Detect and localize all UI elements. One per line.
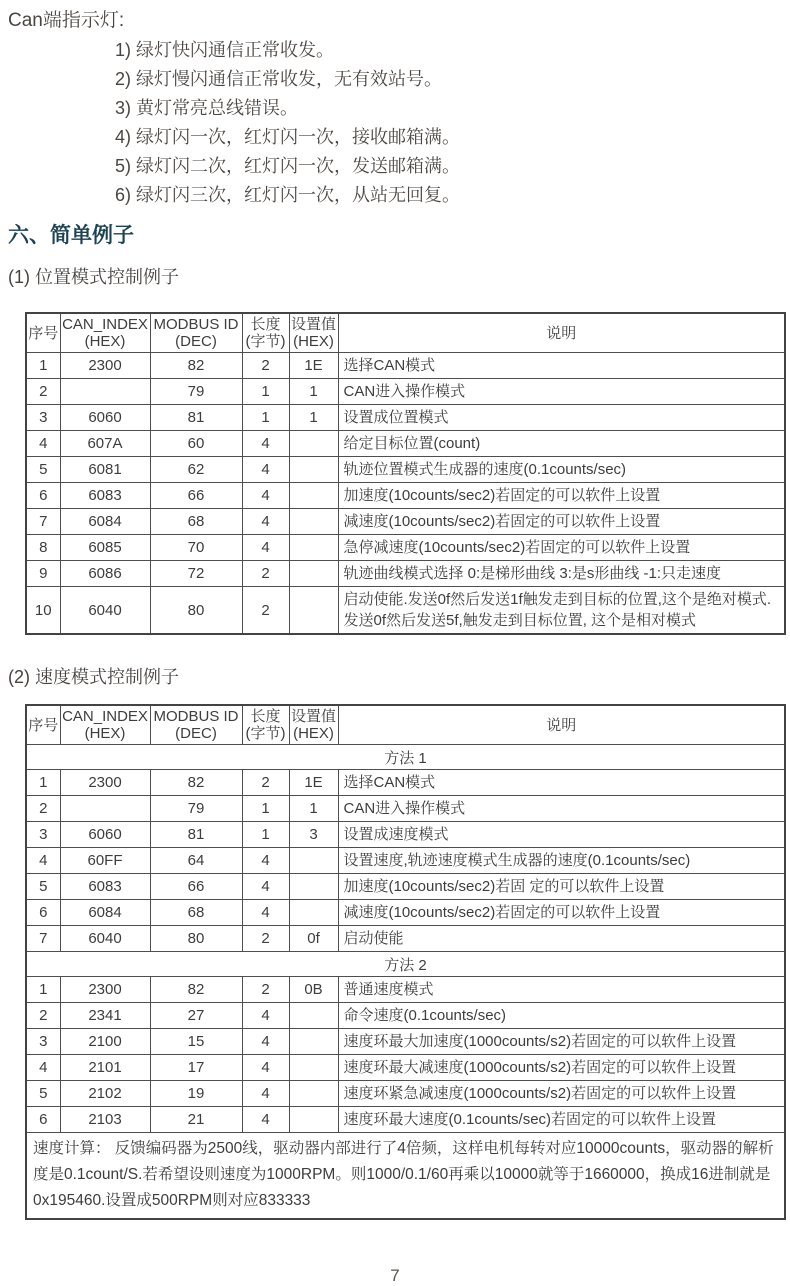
value-cell: 4 — [242, 1107, 289, 1133]
value-cell: 17 — [150, 1055, 242, 1081]
value-cell: 19 — [150, 1081, 242, 1107]
value-cell — [289, 848, 338, 874]
description-cell: 普通速度模式 — [338, 977, 785, 1003]
table-row — [26, 353, 785, 379]
column-header: 长度 (字节) — [242, 313, 289, 353]
value-cell: 1 — [242, 405, 289, 431]
value-cell: 4 — [242, 1003, 289, 1029]
list-item: 5) 绿灯闪二次，红灯闪一次，发送邮箱满。 — [115, 156, 461, 176]
value-cell: 8 — [26, 535, 60, 561]
column-header: 说明 — [338, 705, 785, 745]
value-cell — [289, 561, 338, 587]
description-cell: 速度环最大加速度(1000counts/s2)若固定的可以软件上设置 — [338, 1029, 785, 1055]
value-cell: 5 — [26, 874, 60, 900]
description-cell: CAN进入操作模式 — [338, 796, 785, 822]
section-title: 六、简单例子 — [8, 224, 134, 247]
description-cell: 轨迹位置模式生成器的速度(0.1counts/sec) — [338, 457, 785, 483]
method-row — [26, 745, 785, 770]
value-cell: 3 — [26, 1029, 60, 1055]
method-label: 方法 2 — [26, 952, 785, 977]
table-row — [26, 926, 785, 952]
column-header: 长度 (字节) — [242, 705, 289, 745]
value-cell: 6084 — [60, 509, 150, 535]
list-item: 4) 绿灯闪一次，红灯闪一次，接收邮箱满。 — [115, 127, 461, 147]
value-cell: 79 — [150, 796, 242, 822]
value-cell: 15 — [150, 1029, 242, 1055]
value-cell: 1 — [242, 379, 289, 405]
value-cell: 4 — [242, 431, 289, 457]
value-cell: 4 — [242, 874, 289, 900]
value-cell: 70 — [150, 535, 242, 561]
value-cell: 60 — [150, 431, 242, 457]
value-cell: 2300 — [60, 977, 150, 1003]
value-cell — [289, 874, 338, 900]
value-cell: 4 — [242, 457, 289, 483]
description-cell: 选择CAN模式 — [338, 353, 785, 379]
column-header: MODBUS ID (DEC) — [150, 705, 242, 745]
table-row — [26, 509, 785, 535]
table-row — [26, 977, 785, 1003]
value-cell: 79 — [150, 379, 242, 405]
value-cell: 1 — [242, 796, 289, 822]
value-cell: 2300 — [60, 353, 150, 379]
value-cell: 2 — [242, 353, 289, 379]
value-cell — [289, 1055, 338, 1081]
table-row — [26, 1003, 785, 1029]
value-cell: 6060 — [60, 405, 150, 431]
value-cell: 6084 — [60, 900, 150, 926]
column-header: 设置值 (HEX) — [289, 313, 338, 353]
value-cell: 0B — [289, 977, 338, 1003]
value-cell: 80 — [150, 587, 242, 635]
can-indicator-section — [0, 0, 790, 210]
table-header-row — [26, 705, 785, 745]
page-number: 7 — [390, 1266, 400, 1285]
method-label: 方法 1 — [26, 745, 785, 770]
description-cell: 选择CAN模式 — [338, 770, 785, 796]
value-cell: 1E — [289, 770, 338, 796]
value-cell — [289, 457, 338, 483]
list-item: 1) 绿灯快闪通信正常收发。 — [115, 40, 335, 60]
table-row — [26, 1107, 785, 1133]
description-cell: 设置成位置模式 — [338, 405, 785, 431]
header-row — [26, 705, 785, 745]
value-cell: 4 — [242, 1055, 289, 1081]
description-cell: 减速度(10counts/sec2)若固定的可以软件上设置 — [338, 509, 785, 535]
value-cell: 6085 — [60, 535, 150, 561]
value-cell: 68 — [150, 900, 242, 926]
description-cell: 启动使能 — [338, 926, 785, 952]
description-cell: 加速度(10counts/sec2)若固 定的可以软件上设置 — [338, 874, 785, 900]
value-cell: 6040 — [60, 926, 150, 952]
table-row — [26, 900, 785, 926]
value-cell: 64 — [150, 848, 242, 874]
value-cell: 2 — [26, 379, 60, 405]
value-cell: 4 — [26, 848, 60, 874]
column-header: 序号 — [26, 313, 60, 353]
position-mode-table — [25, 312, 786, 635]
method-row — [26, 952, 785, 977]
value-cell — [289, 900, 338, 926]
value-cell: 62 — [150, 457, 242, 483]
value-cell: 27 — [150, 1003, 242, 1029]
value-cell: 2101 — [60, 1055, 150, 1081]
note-row — [26, 1133, 785, 1220]
column-header: MODBUS ID (DEC) — [150, 313, 242, 353]
value-cell: 1 — [26, 353, 60, 379]
value-cell: 6 — [26, 900, 60, 926]
indicator-list — [0, 36, 790, 210]
value-cell: 6086 — [60, 561, 150, 587]
value-cell: 1 — [26, 977, 60, 1003]
value-cell: 1 — [26, 770, 60, 796]
table-body — [26, 353, 785, 635]
table-row — [26, 379, 785, 405]
value-cell: 3 — [26, 405, 60, 431]
value-cell: 1 — [242, 822, 289, 848]
value-cell: 4 — [242, 483, 289, 509]
column-header: 设置值 (HEX) — [289, 705, 338, 745]
speed-calculation-note: 速度计算： 反馈编码器为2500线，驱动器内部进行了4倍频，这样电机每转对应10000counts，驱动器的解析度是0.1count/S.若希望设则速度为1000RPM。则1000/0.1/60再乘以10000就等于1660000，换成16进制就是0x195460.设置成500RPM则对应833333 — [26, 1133, 785, 1220]
value-cell: 81 — [150, 405, 242, 431]
value-cell: 2 — [26, 1003, 60, 1029]
value-cell: 2103 — [60, 1107, 150, 1133]
description-cell: 设置速度,轨迹速度模式生成器的速度(0.1counts/sec) — [338, 848, 785, 874]
table-row — [26, 770, 785, 796]
table-row — [26, 405, 785, 431]
table-row — [26, 561, 785, 587]
value-cell: 4 — [242, 1029, 289, 1055]
value-cell: 82 — [150, 770, 242, 796]
value-cell: 3 — [26, 822, 60, 848]
value-cell: 6083 — [60, 874, 150, 900]
header-row — [26, 313, 785, 353]
table-row — [26, 848, 785, 874]
value-cell: 9 — [26, 561, 60, 587]
value-cell — [289, 431, 338, 457]
description-cell: 速度环最大速度(0.1counts/sec)若固定的可以软件上设置 — [338, 1107, 785, 1133]
table-row — [26, 822, 785, 848]
value-cell: 4 — [242, 535, 289, 561]
value-cell: 2 — [242, 561, 289, 587]
intro-title: Can端指示灯: — [8, 10, 125, 31]
list-item: 2) 绿灯慢闪通信正常收发，无有效站号。 — [115, 69, 443, 89]
table-row — [26, 535, 785, 561]
list-item: 6) 绿灯闪三次，红灯闪一次，从站无回复。 — [115, 185, 461, 205]
table-row — [26, 483, 785, 509]
value-cell: 6083 — [60, 483, 150, 509]
value-cell: 21 — [150, 1107, 242, 1133]
value-cell: 66 — [150, 874, 242, 900]
description-cell: 给定目标位置(count) — [338, 431, 785, 457]
column-header: 序号 — [26, 705, 60, 745]
value-cell — [289, 483, 338, 509]
value-cell: 2 — [242, 587, 289, 635]
value-cell: 4 — [242, 900, 289, 926]
column-header: CAN_INDEX (HEX) — [60, 705, 150, 745]
value-cell: 2341 — [60, 1003, 150, 1029]
value-cell: 5 — [26, 1081, 60, 1107]
value-cell: 1 — [289, 379, 338, 405]
value-cell: 4 — [242, 1081, 289, 1107]
value-cell — [289, 1029, 338, 1055]
value-cell: 1 — [289, 796, 338, 822]
value-cell: 68 — [150, 509, 242, 535]
speed-mode-table — [25, 704, 786, 1220]
column-header: CAN_INDEX (HEX) — [60, 313, 150, 353]
value-cell: 0f — [289, 926, 338, 952]
table-row — [26, 1055, 785, 1081]
value-cell: 2 — [242, 926, 289, 952]
description-cell: 加速度(10counts/sec2)若固定的可以软件上设置 — [338, 483, 785, 509]
value-cell — [289, 509, 338, 535]
value-cell — [289, 1107, 338, 1133]
table-header-row — [26, 313, 785, 353]
value-cell: 80 — [150, 926, 242, 952]
value-cell — [289, 1003, 338, 1029]
description-cell: 轨迹曲线模式选择 0:是梯形曲线 3:是s形曲线 -1:只走速度 — [338, 561, 785, 587]
description-cell: 启动使能.发送0f然后发送1f触发走到目标的位置,这个是绝对模式.发送0f然后发送5f,触发走到目标位置, 这个是相对模式 — [338, 587, 785, 635]
value-cell: 7 — [26, 926, 60, 952]
example1-caption: (1) 位置模式控制例子 — [8, 267, 179, 287]
value-cell: 2 — [242, 770, 289, 796]
value-cell: 66 — [150, 483, 242, 509]
table-row — [26, 457, 785, 483]
value-cell: 3 — [289, 822, 338, 848]
description-cell: 急停减速度(10counts/sec2)若固定的可以软件上设置 — [338, 535, 785, 561]
list-item: 3) 黄灯常亮总线错误。 — [115, 98, 299, 118]
description-cell: 速度环最大减速度(1000counts/s2)若固定的可以软件上设置 — [338, 1055, 785, 1081]
value-cell — [60, 796, 150, 822]
value-cell: 607A — [60, 431, 150, 457]
table-row — [26, 796, 785, 822]
value-cell: 82 — [150, 353, 242, 379]
value-cell — [60, 379, 150, 405]
table-row — [26, 874, 785, 900]
value-cell: 4 — [242, 509, 289, 535]
value-cell: 6060 — [60, 822, 150, 848]
value-cell — [289, 587, 338, 635]
description-cell: 设置成速度模式 — [338, 822, 785, 848]
value-cell: 5 — [26, 457, 60, 483]
value-cell: 10 — [26, 587, 60, 635]
description-cell: 速度环紧急减速度(1000counts/s2)若固定的可以软件上设置 — [338, 1081, 785, 1107]
value-cell: 4 — [26, 431, 60, 457]
table-row — [26, 431, 785, 457]
description-cell: 减速度(10counts/sec2)若固定的可以软件上设置 — [338, 900, 785, 926]
column-header: 说明 — [338, 313, 785, 353]
table-row — [26, 1081, 785, 1107]
value-cell: 81 — [150, 822, 242, 848]
value-cell — [289, 1081, 338, 1107]
value-cell: 6081 — [60, 457, 150, 483]
value-cell: 2300 — [60, 770, 150, 796]
value-cell: 2 — [242, 977, 289, 1003]
value-cell: 82 — [150, 977, 242, 1003]
table-body — [26, 745, 785, 1220]
value-cell: 1E — [289, 353, 338, 379]
value-cell: 6040 — [60, 587, 150, 635]
value-cell: 72 — [150, 561, 242, 587]
value-cell: 6 — [26, 1107, 60, 1133]
value-cell: 60FF — [60, 848, 150, 874]
description-cell: 命令速度(0.1counts/sec) — [338, 1003, 785, 1029]
table-row — [26, 587, 785, 635]
value-cell: 7 — [26, 509, 60, 535]
value-cell: 2 — [26, 796, 60, 822]
value-cell: 2100 — [60, 1029, 150, 1055]
value-cell: 1 — [289, 405, 338, 431]
value-cell — [289, 535, 338, 561]
value-cell: 2102 — [60, 1081, 150, 1107]
description-cell: CAN进入操作模式 — [338, 379, 785, 405]
value-cell: 6 — [26, 483, 60, 509]
value-cell: 4 — [26, 1055, 60, 1081]
example2-caption: (2) 速度模式控制例子 — [8, 667, 179, 687]
value-cell: 4 — [242, 848, 289, 874]
table-row — [26, 1029, 785, 1055]
